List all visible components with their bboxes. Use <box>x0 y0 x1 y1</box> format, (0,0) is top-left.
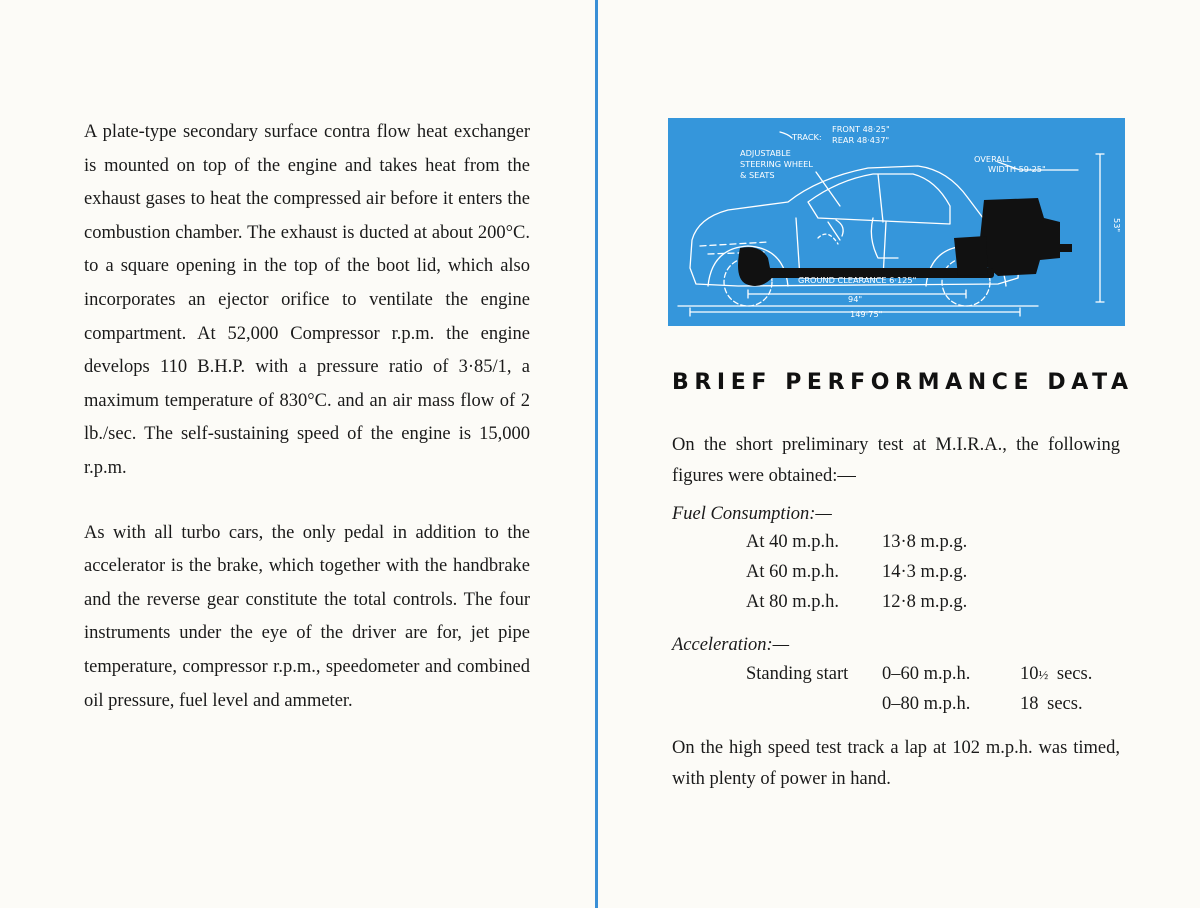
accel-time-whole: 18 <box>1020 694 1039 714</box>
accel-time-whole: 10 <box>1020 664 1039 684</box>
wheelbase-value: 94" <box>848 294 863 304</box>
adjustable-label-3: & SEATS <box>740 170 775 180</box>
track-label: TRACK: <box>792 132 822 142</box>
overall-length-value: 149·75" <box>850 309 883 319</box>
left-page <box>0 0 596 908</box>
fuel-row-value: 13·8 m.p.g. <box>882 532 968 552</box>
intro-paragraph: On the short preliminary test at M.I.R.A., the following figures were obtained:— <box>672 435 1120 486</box>
controls-description-paragraph: As with all turbo cars, the only pedal in addition to the accelerator is the brake, which together with the handbrake and the reverse gear constitute the total controls. The four instruments under the eye of the driver are for, jet pipe temperature, compressor r.p.m., speedometer and combined oil pressure, fuel level and ammeter. <box>84 522 530 711</box>
ground-clearance-label: GROUND CLEARANCE 6·125" <box>798 275 917 285</box>
fuel-consumption-heading: Fuel Consumption:— <box>672 504 832 524</box>
fuel-row-speed: At 80 m.p.h. <box>746 592 840 612</box>
acceleration-heading: Acceleration:— <box>672 635 790 655</box>
fuel-row-value: 14·3 m.p.g. <box>882 562 968 582</box>
left-body-text <box>84 116 530 718</box>
overall-width-label-1: OVERALL <box>974 154 1012 164</box>
accel-row-range: 0–60 m.p.h. <box>882 664 971 684</box>
engine-description-paragraph: A plate-type secondary surface contra flow heat exchanger is mounted on top of the engine and takes heat from the exhaust gases to heat the compressed air before it enters the combustion chamber. The exhaust is ducted at about 200°C. to a square opening in the top of the boot lid, which also incorporates an ejector orifice to ventilate the engine compartment. At 52,000 Compressor r.p.m. the engine develops 110 B.H.P. with a pressure ratio of 3·85/1, a maximum temperature of 830°C. and an air mass flow of 2 lb./sec. The self-sustaining speed of the engine is 15,000 r.p.m. <box>84 122 530 478</box>
accel-time-fraction: ½ <box>1038 667 1049 682</box>
track-front-value: FRONT 48·25" <box>832 124 890 134</box>
right-page <box>598 0 1200 908</box>
fuel-row-speed: At 40 m.p.h. <box>746 532 840 552</box>
height-value: 53" <box>1112 218 1122 233</box>
accel-time-unit: secs. <box>1056 664 1093 684</box>
fuel-row-value: 12·8 m.p.g. <box>882 592 968 612</box>
car-dimension-diagram <box>668 118 1125 326</box>
adjustable-label-2: STEERING WHEEL <box>740 159 813 169</box>
accel-time-unit: secs. <box>1047 694 1083 714</box>
accel-row-range: 0–80 m.p.h. <box>882 694 971 714</box>
standing-start-label: Standing start <box>746 664 849 684</box>
accel-row-time <box>1020 664 1092 685</box>
performance-data-heading: BRIEF PERFORMANCE DATA <box>672 370 1134 395</box>
car-blueprint-drawing <box>668 118 1125 326</box>
accel-row-time <box>1020 694 1083 715</box>
adjustable-label-1: ADJUSTABLE <box>740 148 791 158</box>
fuel-row-speed: At 60 m.p.h. <box>746 562 840 582</box>
engine-silhouette <box>738 198 1072 286</box>
overall-width-label-2: WIDTH 59·25" <box>988 164 1046 174</box>
track-rear-value: REAR 48·437" <box>832 135 890 145</box>
closing-paragraph: On the high speed test track a lap at 102 m.p.h. was timed, with plenty of power in hand. <box>672 738 1120 789</box>
